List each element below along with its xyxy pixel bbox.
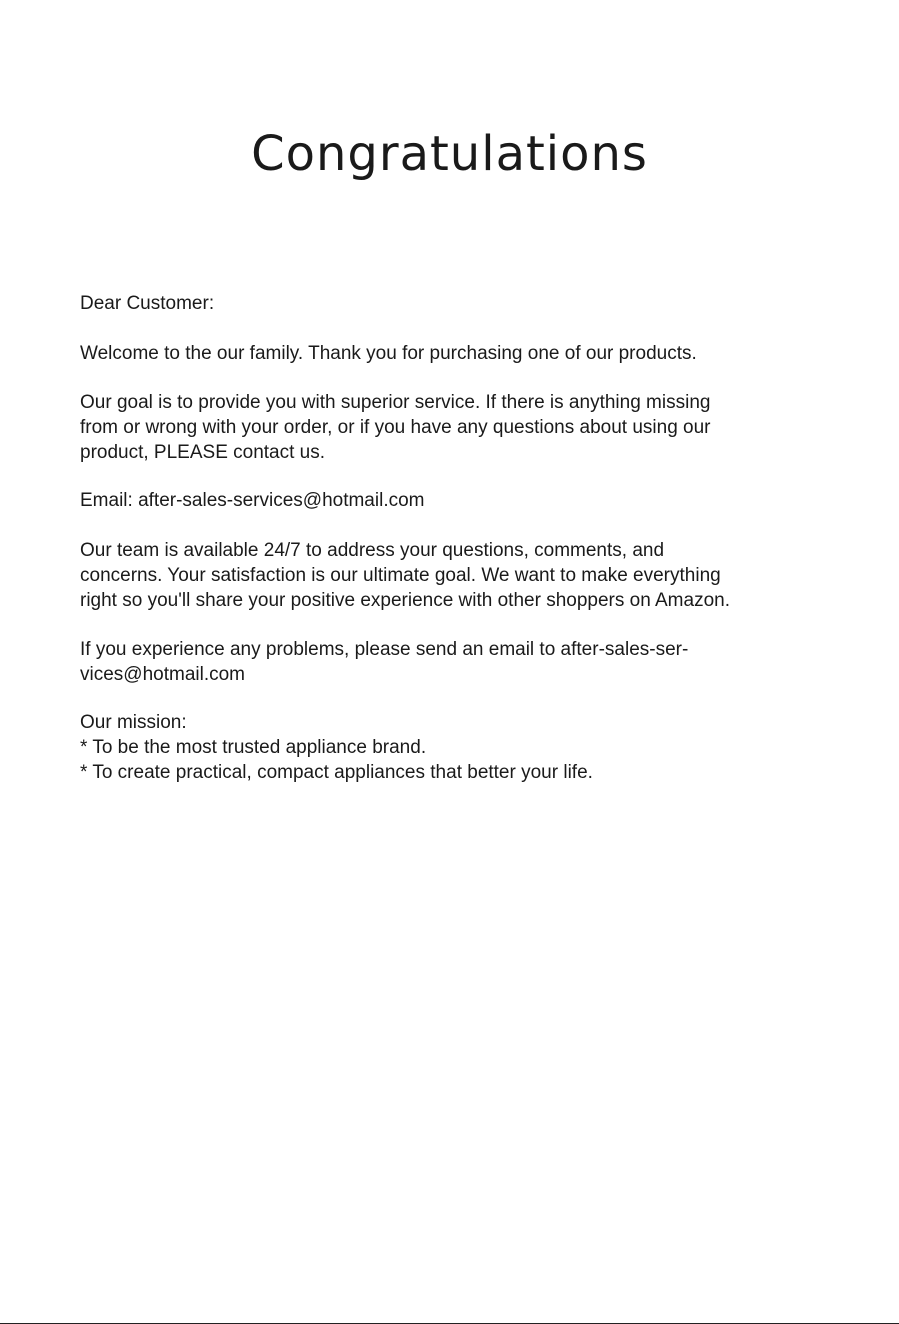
problems-line: If you experience any problems, please send an email to after-sales-ser- bbox=[80, 639, 689, 660]
goal-line: from or wrong with your order, or if you have any questions about using our bbox=[80, 417, 711, 438]
team-line: concerns. Your satisfaction is our ultimate goal. We want to make everything bbox=[80, 565, 721, 586]
goal-line: product, PLEASE contact us. bbox=[80, 442, 326, 463]
goal-line: Our goal is to provide you with superior service. If there is anything missing bbox=[80, 392, 711, 413]
team-line: right so you'll share your positive experience with other shoppers on Amazon. bbox=[80, 590, 730, 611]
problems-line: vices@hotmail.com bbox=[80, 664, 245, 685]
greeting: Dear Customer: bbox=[80, 293, 215, 314]
mission-item: * To create practical, compact appliances that better your life. bbox=[80, 762, 593, 783]
email-line: Email: after-sales-services@hotmail.com bbox=[80, 490, 425, 511]
goal-paragraph bbox=[80, 390, 820, 465]
welcome-paragraph: Welcome to the our family. Thank you for purchasing one of our products. bbox=[80, 343, 697, 364]
mission-heading: Our mission: bbox=[80, 712, 187, 733]
problems-paragraph bbox=[80, 637, 820, 687]
mission-item: * To be the most trusted appliance brand. bbox=[80, 737, 427, 758]
page-title: Congratulations bbox=[251, 126, 648, 182]
team-paragraph bbox=[80, 538, 820, 613]
mission-section bbox=[80, 710, 820, 785]
team-line: Our team is available 24/7 to address your questions, comments, and bbox=[80, 540, 665, 561]
